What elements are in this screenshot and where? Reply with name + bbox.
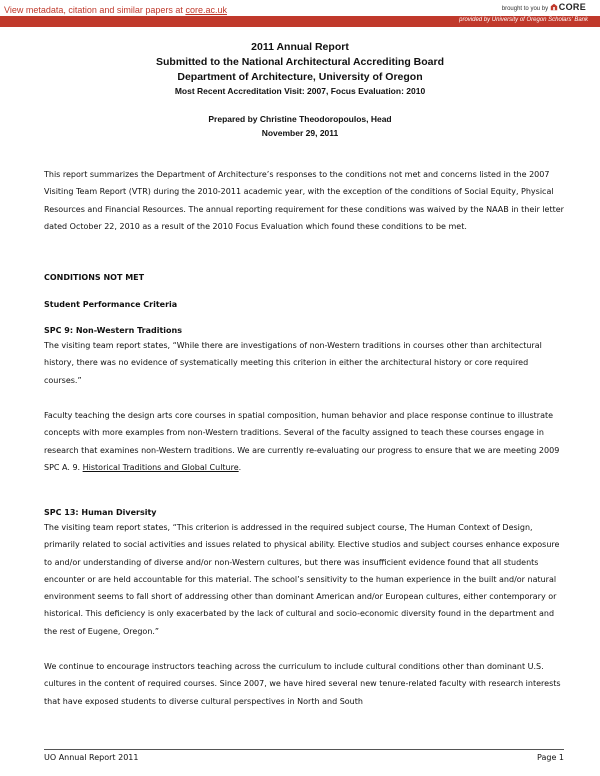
page-number: Page 1 <box>537 753 564 762</box>
report-date: November 29, 2011 <box>261 128 339 138</box>
student-performance-heading: Student Performance Criteria <box>44 300 178 309</box>
footer-divider <box>44 749 564 750</box>
accreditation-visit: Most Recent Accreditation Visit: 2007, Focus Evaluation: 2010 <box>174 86 426 96</box>
core-label: CORE <box>558 2 586 12</box>
core-icon <box>550 3 558 11</box>
department-name: Department of Architecture, University of Oregon <box>177 71 423 83</box>
metadata-link-domain[interactable]: core.ac.uk <box>185 5 227 15</box>
spc9-response-end: . <box>238 462 242 472</box>
historical-traditions-link[interactable]: Historical Traditions and Global Culture <box>82 462 239 472</box>
spc9-heading: SPC 9: Non-Western Traditions <box>44 326 182 335</box>
footer-report-name: UO Annual Report 2011 <box>44 753 139 762</box>
core-logo[interactable] <box>502 2 586 12</box>
submitted-to: Submitted to the National Architectural Accrediting Board <box>155 56 444 68</box>
provided-by-bar <box>0 16 600 27</box>
spc9-quote: The visiting team report states, “While there are investigations of non-Western traditions in courses other than architectural history, there was no evidence of systematically meeting this criterion in either the architectural history or core required courses.” <box>44 341 542 385</box>
metadata-link-prefix[interactable]: View metadata, citation and similar papers at <box>4 5 186 15</box>
spc9-response-text: Faculty teaching the design arts core courses in spatial composition, human behavior and place response continue to illustrate concepts with more examples from non-Western traditions. Several of the faculty assigned to teach these courses engage in research that examines non-Western traditions. We are currently re-evaluating our progress to ensure that we are meeting 2009 SPC A. 9. <box>44 411 560 472</box>
spc13-heading: SPC 13: Human Diversity <box>44 508 157 517</box>
spc9-response <box>44 407 564 476</box>
provided-by-text: provided by University of Oregon Scholars' Bank <box>459 17 588 23</box>
intro-paragraph: This report summarizes the Department of Architecture’s responses to the conditions not met and concerns listed in the 2007 Visiting Team Report (VTR) during the 2010-2011 academic year, with the exception of the conditions of Social Equity, Physical Resources and Financial Resources. The annual reporting requirement for these conditions was waived by the NAAB in their letter dated October 22, 2010 as a result of the 2010 Focus Evaluation which found these conditions to be met. <box>44 170 564 231</box>
brought-by-text: brought to you by <box>501 6 549 12</box>
spc13-quote: The visiting team report states, “This criterion is addressed in the required subject course, The Human Context of Design, primarily related to social activities and issues related to physical ability. Elective studios and subject courses enhance exposure to and/or understanding of diverse and/or non-Western cultures, but there was insufficient evidence found that all students encounter or are held accountable for this material. The school’s sensitivity to the human experience in the built and/or natural environment seems to fall short of addressing other than dominant American and/or European cultures, either contemporary or historical. This deficiency is only exacerbated by the lack of cultural and socio-economic diversity found in the department and the rest of Eugene, Oregon.” <box>44 523 560 636</box>
report-title: 2011 Annual Report <box>251 41 349 53</box>
metadata-link[interactable] <box>4 5 227 15</box>
conditions-not-met-heading: CONDITIONS NOT MET <box>44 273 145 282</box>
prepared-by: Prepared by Christine Theodoropoulos, Head <box>208 114 392 124</box>
spc13-response: We continue to encourage instructors teaching across the curriculum to include cultural conditions other than dominant U.S. cultures in the content of required courses. Since 2007, we have hired several new tenure-related faculty with research interests that have exposed students to diverse cultural perspectives in North and South <box>44 662 561 706</box>
